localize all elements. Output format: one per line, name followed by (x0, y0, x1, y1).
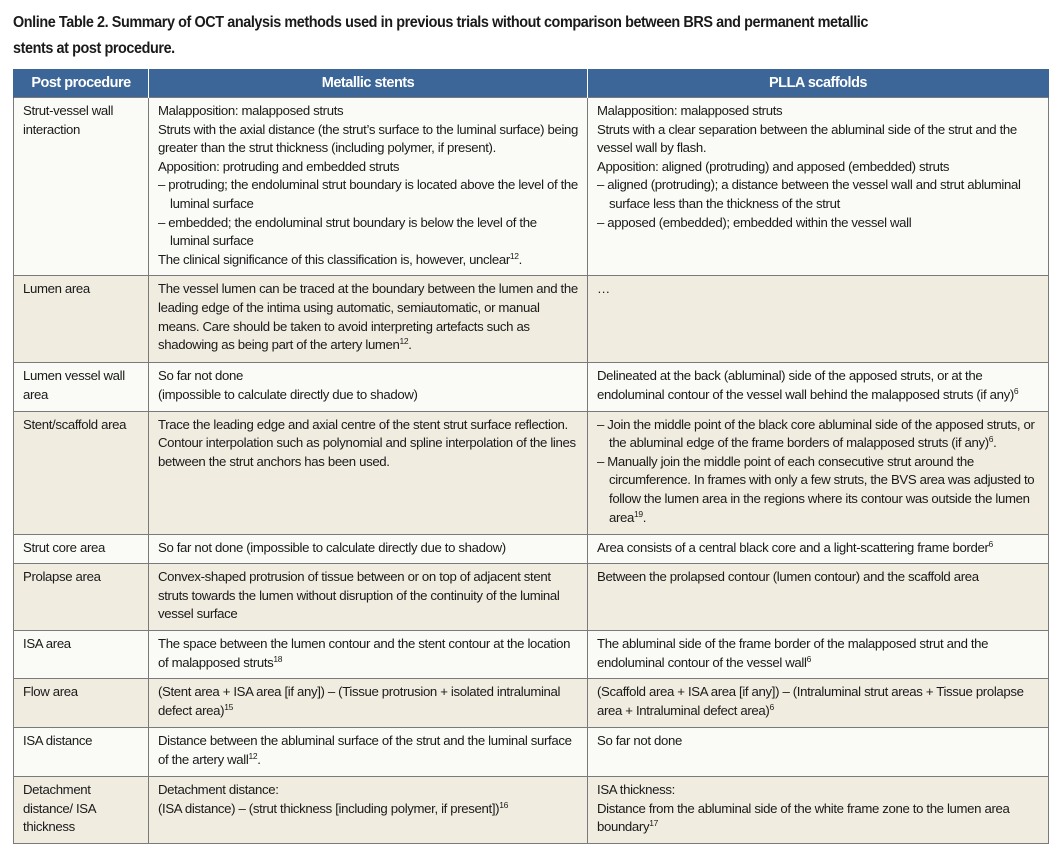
cell-text: Distance between the abluminal surface of the strut and the luminal surface of the artery wall (158, 733, 572, 767)
cell-text: Convex-shaped protrusion of tissue between or on top of adjacent stent struts towards the lumen without disruption of the continuity of the luminal vessel surface (158, 569, 560, 622)
trailing-punctuation: . (642, 509, 647, 525)
metallic-stents-cell (149, 363, 588, 411)
cell-text-line (158, 539, 578, 558)
cell-text: So far not done (158, 368, 243, 384)
bullet-item (597, 176, 1039, 213)
cell-text: (Stent area + ISA area [if any]) – (Tissue protrusion + isolated intraluminal defect area) (158, 684, 561, 718)
reference-superscript: 6 (988, 538, 993, 549)
cell-text-line (597, 732, 1039, 751)
cell-text-line (597, 121, 1039, 158)
table-row (14, 98, 1049, 276)
metallic-stents-cell (149, 98, 588, 276)
cell-text-line (597, 280, 1039, 299)
row-label-cell (14, 630, 149, 678)
row-label-cell (14, 777, 149, 844)
cell-text: The vessel lumen can be traced at the boundary between the lumen and the leading edge of the intima using automatic, semiautomatic, or manual means. Care should be taken to avoid interpreting artefacts such as shadowing as being part of the artery lumen (158, 281, 578, 353)
cell-text: The clinical significance of this classification is, however, unclear (158, 251, 510, 267)
row-label: Lumen area (23, 281, 90, 297)
reference-superscript: 17 (649, 818, 658, 829)
row-label: Strut-vessel wall interaction (23, 103, 114, 137)
metallic-stents-cell (149, 679, 588, 728)
table-row (14, 534, 1049, 564)
cell-text-line (158, 251, 578, 270)
plla-scaffolds-cell (588, 411, 1049, 534)
cell-text: – aligned (protruding); a distance between the vessel wall and strut abluminal surface less than the thickness of the strut (597, 177, 1021, 211)
reference-superscript: 6 (1013, 385, 1019, 396)
cell-text-line (158, 568, 578, 624)
reference-superscript: 18 (273, 653, 283, 664)
trailing-punctuation: . (408, 337, 412, 353)
row-label: Lumen vessel wall area (23, 368, 125, 402)
table-row (14, 276, 1049, 363)
metallic-stents-cell (149, 777, 588, 844)
cell-text: Between the prolapsed contour (lumen contour) and the scaffold area (597, 569, 979, 585)
table-caption: Online Table 2. Summary of OCT analysis methods used in previous trials without comparison between BRS and permanent metallic stents at post procedure. (13, 14, 868, 57)
cell-text: Distance from the abluminal side of the white frame zone to the lumen area boundary (597, 800, 1010, 835)
cell-text: Apposition: aligned (protruding) and apposed (embedded) struts (597, 158, 950, 174)
cell-text-line (158, 121, 578, 158)
metallic-stents-cell (149, 276, 588, 363)
row-label-cell (14, 564, 149, 631)
cell-text-line (597, 539, 1039, 558)
bullet-item (158, 176, 578, 213)
plla-scaffolds-cell (588, 777, 1049, 844)
row-label-cell (14, 276, 149, 363)
cell-text: Apposition: protruding and embedded struts (158, 158, 400, 174)
cell-text: … (597, 281, 610, 297)
cell-text: – Join the middle point of the black core abluminal side of the apposed struts, or the abluminal edge of the frame borders of malapposed struts (if any) (597, 416, 1035, 451)
trailing-punctuation: . (518, 251, 522, 267)
cell-text-line (158, 635, 578, 672)
plla-scaffolds-cell (588, 679, 1049, 728)
reference-superscript: 12 (248, 750, 258, 761)
trailing-punctuation: . (993, 435, 997, 451)
cell-text-line (158, 416, 578, 472)
cell-text-line (158, 158, 578, 177)
cell-text-line (597, 635, 1039, 672)
cell-text-line (597, 800, 1039, 837)
cell-text: Delineated at the back (abluminal) side of the apposed struts, or at the endoluminal contour of the vessel wall behind the malapposed struts (if any) (597, 368, 1014, 402)
table-row (14, 411, 1049, 534)
table-row (14, 728, 1049, 777)
table-row (14, 363, 1049, 411)
cell-text: So far not done (597, 733, 682, 749)
cell-text: Area consists of a central black core and a light-scattering frame border (597, 539, 989, 555)
cell-text: The space between the lumen contour and the stent contour at the location of malapposed struts (158, 635, 571, 670)
row-label: Stent/scaffold area (23, 416, 127, 432)
cell-text-line (158, 280, 578, 354)
cell-text: – protruding; the endoluminal strut boundary is located above the level of the luminal surface (158, 177, 578, 211)
bullet-item (597, 453, 1039, 527)
cell-text-line (597, 158, 1039, 177)
cell-text-line (158, 367, 578, 386)
row-label: Strut core area (23, 539, 105, 555)
row-label-cell (14, 728, 149, 777)
plla-scaffolds-cell (588, 534, 1049, 564)
plla-scaffolds-cell (588, 98, 1049, 276)
bullet-item (158, 214, 578, 251)
table-header-row (14, 69, 1049, 98)
row-label-cell (14, 534, 149, 564)
cell-text: – Manually join the middle point of each consecutive strut around the circumference. In frames with only a few struts, the BVS area was adjusted to follow the lumen area in the regions where its contour was outside the lumen area (597, 453, 1035, 525)
plla-scaffolds-cell (588, 363, 1049, 411)
reference-superscript: 12 (399, 336, 409, 347)
cell-text-line (597, 683, 1039, 720)
bullet-item (597, 416, 1039, 453)
cell-text-line (597, 102, 1039, 121)
reference-superscript: 12 (509, 250, 519, 261)
metallic-stents-cell (149, 411, 588, 534)
reference-superscript: 19 (634, 508, 643, 519)
reference-superscript: 6 (769, 701, 774, 712)
plla-scaffolds-cell (588, 728, 1049, 777)
row-label: ISA area (23, 635, 71, 651)
table-row (14, 679, 1049, 728)
cell-text: – apposed (embedded); embedded within the vessel wall (597, 214, 912, 230)
row-label: Detachment distance/ ISA thickness (23, 782, 96, 835)
header-metallic-stents: Metallic stents (149, 69, 588, 98)
plla-scaffolds-cell (588, 564, 1049, 631)
cell-text: – embedded; the endoluminal strut boundary is below the level of the luminal surface (158, 214, 537, 249)
reference-superscript: 16 (499, 799, 508, 810)
plla-scaffolds-cell (588, 276, 1049, 363)
cell-text: (ISA distance) – (strut thickness [including polymer, if present]) (158, 800, 500, 816)
metallic-stents-cell (149, 564, 588, 631)
cell-text: ISA thickness: (597, 782, 675, 798)
row-label-cell (14, 679, 149, 728)
cell-text: Trace the leading edge and axial centre of the stent strut surface reflection. Contour interpolation such as polynomial and spline interpolation of the lines between the strut anchors has been used. (158, 416, 576, 469)
cell-text: Malapposition: malapposed struts (158, 103, 344, 118)
row-label: Prolapse area (23, 569, 101, 585)
cell-text-line (158, 683, 578, 720)
cell-text: So far not done (impossible to calculate directly due to shadow) (158, 539, 506, 555)
cell-text: Detachment distance: (158, 782, 279, 798)
trailing-punctuation: . (257, 751, 261, 767)
cell-text: (impossible to calculate directly due to shadow) (158, 386, 418, 402)
metallic-stents-cell (149, 728, 588, 777)
cell-text-line (158, 102, 578, 121)
bullet-item (597, 214, 1039, 233)
cell-text: Struts with a clear separation between the abluminal side of the strut and the vessel wall by flash. (597, 121, 1017, 156)
cell-text-line (158, 800, 578, 819)
table-body (14, 98, 1049, 844)
table-row (14, 564, 1049, 631)
cell-text: Struts with the axial distance (the strut’s surface to the luminal surface) being greater than the strut thickness (including polymer, if present). (158, 121, 578, 156)
cell-text: Malapposition: malapposed struts (597, 103, 783, 118)
reference-superscript: 6 (806, 653, 811, 664)
row-label-cell (14, 363, 149, 411)
row-label-cell (14, 411, 149, 534)
cell-text-line (597, 781, 1039, 800)
oct-methods-table (13, 69, 1049, 844)
header-post-procedure: Post procedure (14, 69, 149, 98)
plla-scaffolds-cell (588, 630, 1049, 678)
table-row (14, 777, 1049, 844)
reference-superscript: 6 (988, 434, 994, 445)
cell-text-line (158, 781, 578, 800)
header-plla-scaffolds: PLLA scaffolds (588, 69, 1049, 98)
cell-text-line (597, 367, 1039, 404)
row-label-cell (14, 98, 149, 276)
table-row (14, 630, 1049, 678)
cell-text-line (597, 568, 1039, 587)
cell-text: The abluminal side of the frame border of the malapposed strut and the endoluminal contour of the vessel wall (597, 635, 989, 670)
cell-text: (Scaffold area + ISA area [if any]) – (Intraluminal strut areas + Tissue prolapse area + Intraluminal defect area) (597, 684, 1024, 718)
row-label: Flow area (23, 684, 78, 700)
reference-superscript: 15 (224, 701, 233, 712)
cell-text-line (158, 386, 578, 405)
metallic-stents-cell (149, 534, 588, 564)
row-label: ISA distance (23, 733, 93, 749)
metallic-stents-cell (149, 630, 588, 678)
cell-text-line (158, 732, 578, 769)
